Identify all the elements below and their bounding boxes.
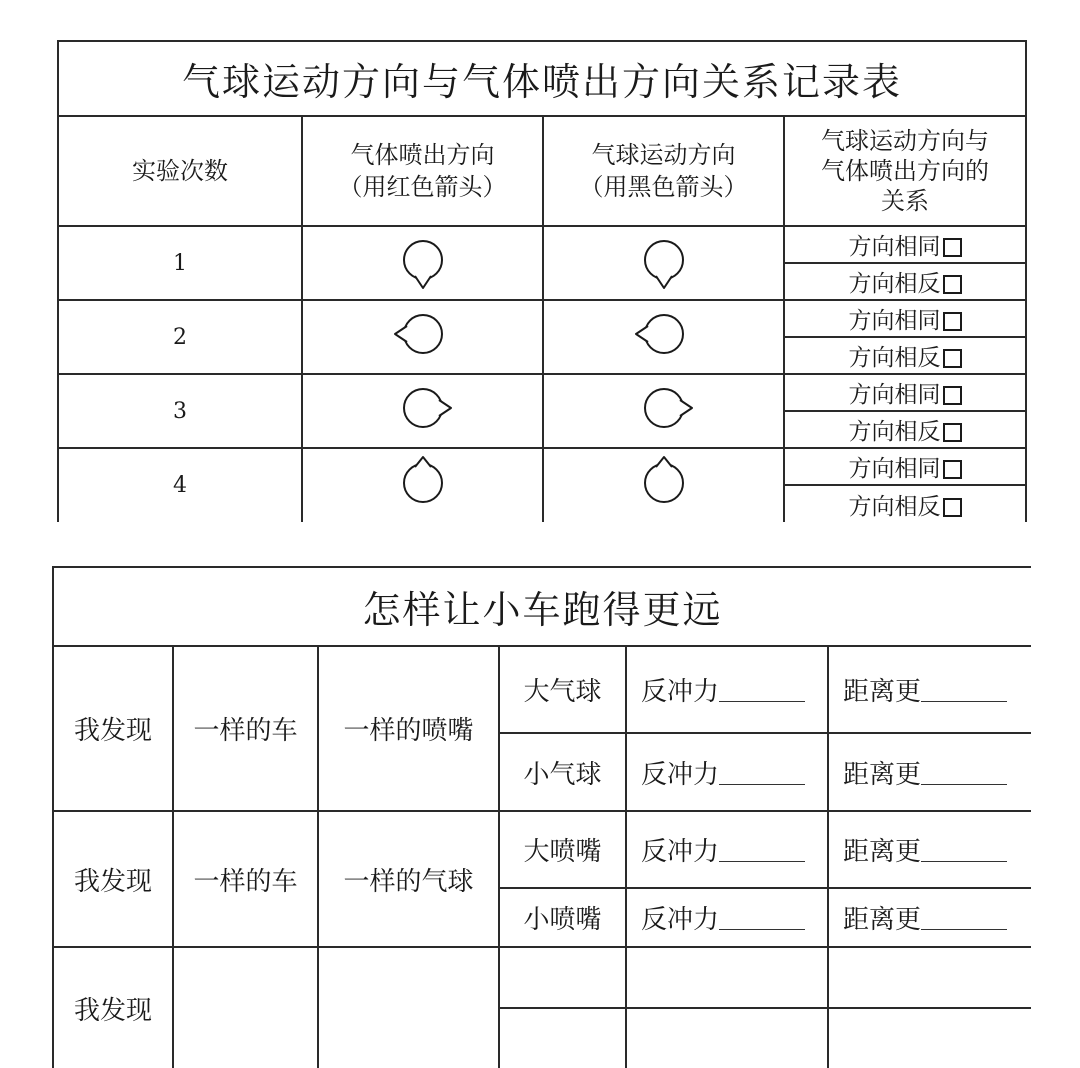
blank-cell[interactable]	[173, 947, 318, 1068]
recoil-force-label: 反冲力	[641, 677, 720, 707]
header-relation-line2: 气体喷出方向的	[821, 157, 989, 185]
checkbox[interactable]	[943, 423, 962, 442]
header-gas-direction-line1: 气体喷出方向	[350, 141, 495, 169]
answer-blank[interactable]	[921, 760, 1007, 785]
gas-direction-cell[interactable]	[302, 226, 543, 300]
option-opposite-label: 方向相反	[848, 271, 941, 297]
header-balloon-direction-line1: 气球运动方向	[591, 141, 736, 169]
blank-cell[interactable]	[318, 947, 499, 1068]
blank-cell[interactable]	[626, 947, 828, 1008]
option-opposite-label: 方向相反	[848, 345, 941, 371]
big-nozzle-label: 大喷嘴	[499, 811, 626, 888]
checkbox[interactable]	[943, 498, 962, 517]
table1-cut-edge	[57, 521, 1025, 525]
balloon-icon	[393, 423, 453, 442]
distance-label: 距离更	[843, 677, 922, 707]
gas-direction-cell[interactable]	[302, 374, 543, 448]
blank-cell[interactable]	[499, 1008, 626, 1068]
found-label: 我发现	[53, 947, 173, 1068]
balloon-direction-cell[interactable]	[543, 374, 784, 448]
found-label: 我发现	[53, 811, 173, 947]
balloon-icon	[634, 349, 694, 368]
toy-car-distance-table	[52, 566, 1031, 1068]
trial-number: 4	[58, 448, 302, 522]
balloon-direction-cell[interactable]	[543, 300, 784, 374]
option-same[interactable]	[784, 300, 1026, 337]
checkbox[interactable]	[943, 349, 962, 368]
answer-blank[interactable]	[719, 837, 805, 862]
balloon-direction-cell[interactable]	[543, 226, 784, 300]
small-balloon-label: 小气球	[499, 733, 626, 811]
small-nozzle-label: 小喷嘴	[499, 888, 626, 947]
header-balloon-direction	[543, 116, 784, 226]
option-same-label: 方向相同	[848, 308, 941, 334]
blank-cell[interactable]	[499, 947, 626, 1008]
option-opposite[interactable]	[784, 485, 1026, 522]
option-opposite-label: 方向相反	[848, 493, 941, 520]
distance-label: 距离更	[843, 759, 922, 790]
header-balloon-direction-line2: （用黑色箭头）	[579, 173, 748, 201]
option-opposite[interactable]	[784, 263, 1026, 300]
option-same[interactable]	[784, 226, 1026, 263]
header-gas-direction-line2: （用红色箭头）	[338, 173, 507, 201]
option-same-label: 方向相同	[848, 456, 941, 482]
table2-title: 怎样让小车跑得更远	[53, 567, 1031, 646]
answer-blank[interactable]	[921, 677, 1007, 702]
distance-cell	[828, 733, 1031, 811]
option-same-label: 方向相同	[848, 234, 941, 260]
balloon-icon	[634, 498, 694, 517]
header-relation	[784, 116, 1026, 226]
trial-number: 3	[58, 374, 302, 448]
table1-title: 气球运动方向与气体喷出方向关系记录表	[58, 41, 1026, 116]
blank-cell[interactable]	[828, 947, 1031, 1008]
balloon-direction-cell[interactable]	[543, 448, 784, 522]
big-balloon-label: 大气球	[499, 646, 626, 733]
distance-cell	[828, 646, 1031, 733]
trial-number: 1	[58, 226, 302, 300]
option-opposite[interactable]	[784, 411, 1026, 448]
distance-label: 距离更	[843, 837, 922, 867]
answer-blank[interactable]	[719, 677, 805, 702]
balloon-icon	[393, 349, 453, 368]
recoil-force-cell	[626, 646, 828, 733]
balloon-icon	[634, 275, 694, 294]
recoil-force-label: 反冲力	[641, 837, 720, 867]
checkbox[interactable]	[943, 460, 962, 479]
recoil-force-label: 反冲力	[641, 759, 720, 790]
balloon-icon	[393, 275, 453, 294]
answer-blank[interactable]	[921, 837, 1007, 862]
option-same-label: 方向相同	[848, 382, 941, 408]
balloon-icon	[393, 498, 453, 517]
header-trial: 实验次数	[58, 116, 302, 226]
recoil-force-cell	[626, 888, 828, 947]
checkbox[interactable]	[943, 238, 962, 257]
found-label: 我发现	[53, 646, 173, 811]
same-car-label: 一样的车	[173, 646, 318, 811]
same-balloon-label: 一样的气球	[318, 811, 499, 947]
checkbox[interactable]	[943, 386, 962, 405]
gas-direction-cell[interactable]	[302, 448, 543, 522]
header-relation-line3: 关系	[881, 187, 929, 215]
recoil-force-label: 反冲力	[641, 905, 720, 935]
recoil-force-cell	[626, 733, 828, 811]
header-relation-line1: 气球运动方向与	[821, 127, 989, 155]
gas-direction-cell[interactable]	[302, 300, 543, 374]
same-car-label: 一样的车	[173, 811, 318, 947]
blank-cell[interactable]	[828, 1008, 1031, 1068]
answer-blank[interactable]	[719, 905, 805, 930]
checkbox[interactable]	[943, 312, 962, 331]
header-gas-direction	[302, 116, 543, 226]
blank-cell[interactable]	[626, 1008, 828, 1068]
balloon-direction-record-table	[57, 40, 1027, 522]
distance-cell	[828, 888, 1031, 947]
option-opposite[interactable]	[784, 337, 1026, 374]
same-nozzle-label: 一样的喷嘴	[318, 646, 499, 811]
answer-blank[interactable]	[921, 905, 1007, 930]
recoil-force-cell	[626, 811, 828, 888]
balloon-icon	[634, 423, 694, 442]
distance-label: 距离更	[843, 905, 922, 935]
option-opposite-label: 方向相反	[848, 419, 941, 445]
answer-blank[interactable]	[719, 760, 805, 785]
trial-number: 2	[58, 300, 302, 374]
checkbox[interactable]	[943, 275, 962, 294]
option-same[interactable]	[784, 448, 1026, 485]
distance-cell	[828, 811, 1031, 888]
option-same[interactable]	[784, 374, 1026, 411]
